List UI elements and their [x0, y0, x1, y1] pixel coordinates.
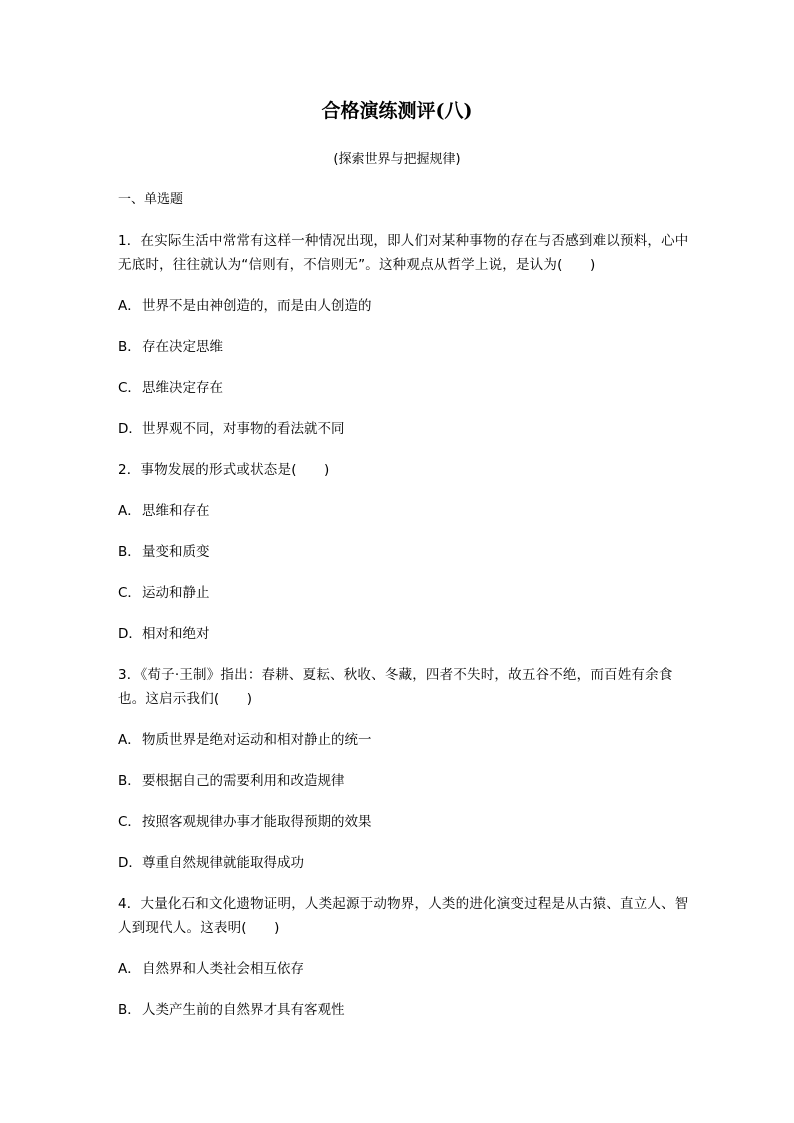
option-text: 尊重自然规律就能取得成功 — [142, 855, 304, 871]
question-3 — [118, 663, 692, 875]
option-text: 世界观不同，对事物的看法就不同 — [142, 421, 345, 437]
section-heading: 一、单选题 — [118, 192, 184, 207]
option-c[interactable] — [118, 810, 692, 834]
option-text: 物质世界是绝对运动和相对静止的统一 — [142, 732, 372, 748]
option-letter: D． — [118, 421, 142, 437]
question-stem: 3．《荀子·王制》指出：春耕、夏耘、秋收、冬藏，四者不失时，故五谷不绝，而百姓有余食也。这启示我们( ) — [118, 667, 673, 707]
question-stem: 2．事物发展的形式或状态是( ) — [118, 462, 330, 478]
question-1 — [118, 229, 692, 441]
option-text: 运动和静止 — [142, 585, 210, 601]
option-letter: A． — [118, 961, 141, 977]
option-letter: B． — [118, 1002, 141, 1018]
option-text: 自然界和人类社会相互依存 — [142, 961, 304, 977]
option-b[interactable] — [118, 540, 692, 564]
option-b[interactable] — [118, 998, 692, 1022]
option-text: 人类产生前的自然界才具有客观性 — [142, 1002, 345, 1018]
option-a[interactable] — [118, 728, 692, 752]
option-text: 思维决定存在 — [142, 380, 223, 396]
option-letter: A． — [118, 503, 141, 519]
question-list — [118, 188, 692, 1039]
option-letter: A． — [118, 732, 141, 748]
option-letter: B． — [118, 339, 141, 355]
option-c[interactable] — [118, 581, 692, 605]
option-letter: C． — [118, 585, 141, 601]
option-letter: C． — [118, 814, 141, 830]
option-letter: B． — [118, 544, 141, 560]
option-b[interactable] — [118, 769, 692, 793]
question-stem: 1．在实际生活中常常有这样一种情况出现，即人们对某种事物的存在与否感到难以预料，心中无底时，往往就认为“信则有，不信则无”。这种观点从哲学上说，是认为( ) — [118, 233, 689, 273]
option-text: 存在决定思维 — [142, 339, 223, 355]
option-text: 量变和质变 — [142, 544, 210, 560]
option-letter: D． — [118, 855, 142, 871]
document-title: 合格演练测评(八) — [321, 100, 473, 122]
option-letter: D． — [118, 626, 142, 642]
option-c[interactable] — [118, 376, 692, 400]
option-letter: C． — [118, 380, 141, 396]
option-letter: B． — [118, 773, 141, 789]
option-d[interactable] — [118, 417, 692, 441]
option-a[interactable] — [118, 499, 692, 523]
option-text: 按照客观规律办事才能取得预期的效果 — [142, 814, 372, 830]
option-a[interactable] — [118, 957, 692, 981]
option-text: 思维和存在 — [142, 503, 210, 519]
option-letter: A． — [118, 298, 141, 314]
document-subtitle: (探索世界与把握规律) — [333, 152, 461, 167]
option-text: 世界不是由神创造的，而是由人创造的 — [142, 298, 372, 314]
option-a[interactable] — [118, 294, 692, 318]
question-stem: 4．大量化石和文化遗物证明，人类起源于动物界，人类的进化演变过程是从古猿、直立人、智人到现代人。这表明( ) — [118, 896, 689, 936]
question-2 — [118, 458, 692, 646]
option-d[interactable] — [118, 622, 692, 646]
option-text: 要根据自己的需要利用和改造规律 — [142, 773, 345, 789]
option-b[interactable] — [118, 335, 692, 359]
option-text: 相对和绝对 — [142, 626, 210, 642]
question-4 — [118, 892, 692, 1022]
option-d[interactable] — [118, 851, 692, 875]
